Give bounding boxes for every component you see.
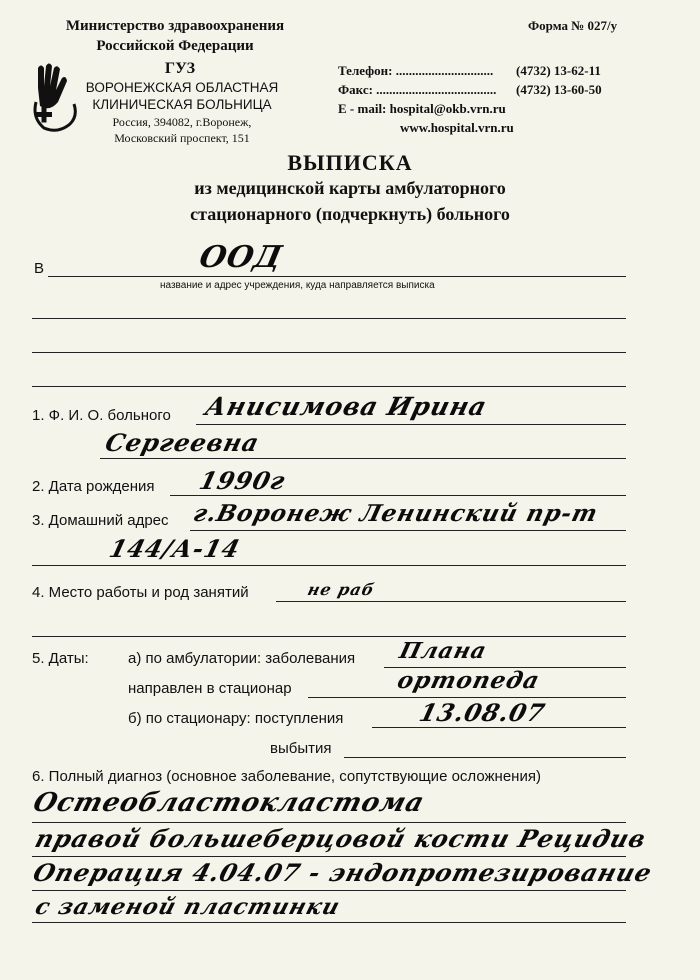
email-line: E - mail: hospital@okb.vrn.ru xyxy=(338,101,506,116)
to-caption: название и адрес учреждения, куда направляется выписка xyxy=(160,280,435,291)
work-value: не раб xyxy=(305,580,377,599)
dates-label: 5. Даты: xyxy=(32,650,89,667)
diagnosis-value-2: правой большеберцовой кости Рецидив xyxy=(31,824,651,853)
diagnosis-value-3: Операция 4.04.07 - эндопротезирование xyxy=(29,858,656,887)
form-number: Форма № 027/у xyxy=(528,18,618,33)
doc-subtitle-line2: стационарного (подчеркнуть) больного xyxy=(190,204,510,224)
hospital-logo xyxy=(28,58,84,134)
dates-a-label: а) по амбулатории: заболевания xyxy=(128,650,356,667)
name-line-2 xyxy=(100,458,626,459)
diagnosis-line-2 xyxy=(32,856,626,857)
diagnosis-value-4: с заменой пластинки xyxy=(32,894,344,920)
phone-label: Телефон: .............................. xyxy=(338,63,494,78)
fax-label: Факс: ..................................... xyxy=(338,82,497,97)
org-name-line2: КЛИНИЧЕСКАЯ БОЛЬНИЦА xyxy=(92,97,272,112)
address-value-2: 144/А-14 xyxy=(106,534,244,563)
dates-b-label: б) по стационару: поступления xyxy=(128,710,344,727)
diagnosis-line-1 xyxy=(32,822,626,823)
address-label: 3. Домашний адрес xyxy=(32,512,169,529)
org-address-line2: Московский проспект, 151 xyxy=(114,131,250,145)
work-line-2 xyxy=(32,636,626,637)
name-line-1 xyxy=(196,424,626,425)
doc-title: ВЫПИСКА xyxy=(287,150,413,175)
diagnosis-line-3 xyxy=(32,890,626,891)
org-name-line1: ВОРОНЕЖСКАЯ ОБЛАСТНАЯ xyxy=(85,80,279,95)
address-line-1 xyxy=(190,530,626,531)
diagnosis-label: 6. Полный диагноз (основное заболевание, сопутствующие осложнения) xyxy=(32,768,541,785)
org-address-line1: Россия, 394082, г.Воронеж, xyxy=(112,115,252,129)
birth-line xyxy=(170,495,626,496)
dates-b-value: 13.08.07 xyxy=(416,698,549,727)
work-line xyxy=(276,601,626,602)
ministry-line2: Российской Федерации xyxy=(96,38,254,54)
birth-value: 1990г xyxy=(196,466,289,495)
name-value-1: Анисимова Ирина xyxy=(202,392,491,421)
birth-label: 2. Дата рождения xyxy=(32,478,155,495)
doc-subtitle-line1: из медицинской карты амбулаторного xyxy=(194,178,506,198)
dates-a-value: Плана xyxy=(396,638,490,664)
work-label: 4. Место работы и род занятий xyxy=(32,584,249,601)
to-value: ООД xyxy=(196,240,286,275)
discharge-line xyxy=(344,757,626,758)
name-label: 1. Ф. И. О. больного xyxy=(32,407,171,424)
address-line-2 xyxy=(32,565,626,566)
blank-line-1 xyxy=(32,318,626,319)
to-label: В xyxy=(34,260,45,277)
dates-b-line xyxy=(372,727,626,728)
name-value-2: Сергеевна xyxy=(102,428,263,457)
blank-line-3 xyxy=(32,386,626,387)
sent-value: ортопеда xyxy=(394,667,543,694)
ministry-line1: Министерство здравоохранения xyxy=(65,18,285,34)
diagnosis-line-4 xyxy=(32,922,626,923)
address-value-1: г.Воронеж Ленинский пр-т xyxy=(190,500,601,527)
blank-line-2 xyxy=(32,352,626,353)
diagnosis-value-1: Остеобластокластома xyxy=(29,788,429,818)
discharge-label: выбытия xyxy=(270,740,332,757)
to-line xyxy=(48,276,626,277)
website-line: www.hospital.vrn.ru xyxy=(400,120,514,135)
org-abbr: ГУЗ xyxy=(164,60,196,77)
fax-value: (4732) 13-60-50 xyxy=(516,82,602,97)
sent-label: направлен в стационар xyxy=(128,680,292,697)
phone-value: (4732) 13-62-11 xyxy=(516,63,601,78)
